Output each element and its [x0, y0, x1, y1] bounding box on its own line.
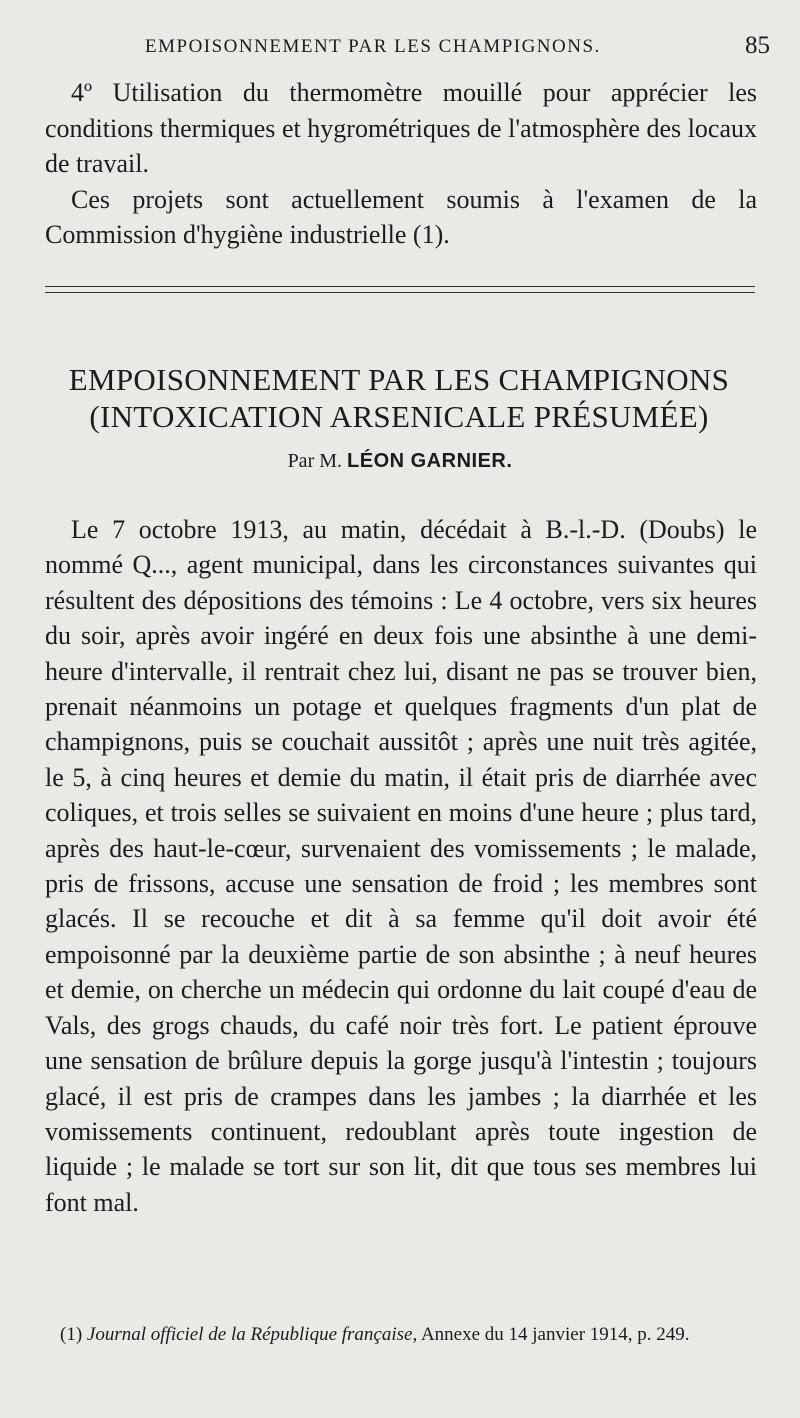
footnote	[60, 1322, 760, 1347]
article-byline	[0, 450, 800, 473]
footnote-marker: (1)	[60, 1324, 83, 1345]
article-title-line-1: EMPOISONNEMENT PAR LES CHAMPIGNONS	[68, 362, 730, 397]
article-body	[45, 512, 757, 1220]
intro-projects: Ces projets sont actuellement soumis à l'examen de la Commission d'hygiène industrielle (1).	[45, 184, 757, 249]
author-name: LÉON GARNIER.	[347, 450, 513, 472]
footnote-source: Journal officiel de la République française,	[86, 1324, 418, 1345]
section-rule-bottom	[45, 292, 755, 293]
section-rule-top	[45, 286, 755, 287]
article-title-line-2: (INTOXICATION ARSENICALE PRÉSUMÉE)	[89, 399, 709, 434]
footnote-rest: Annexe du 14 janvier 1914, p. 249.	[420, 1324, 690, 1345]
intro-item-4: 4º Utilisation du thermomètre mouillé pour apprécier les conditions thermiques et hygrométriques de l'atmosphère des locaux de travail.	[45, 78, 757, 178]
page-number: 85	[745, 32, 770, 59]
running-header	[40, 32, 770, 66]
body-paragraph: Le 7 octobre 1913, au matin, décédait à B.-l.-D. (Doubs) le nommé Q..., agent municipal, dans les circonstances suivantes qui résultent des dépositions des témoins : Le 4 octobre, vers six heures du soir, après avoir ingéré en deux fois une absinthe à une demi-heure d'intervalle, il rentrait chez lui, disant ne pas se trouver bien, prenait néanmoins un potage et quelques fragments d'un plat de champignons, puis se couchait aussitôt ; après une nuit très agitée, le 5, à cinq heures et demie du matin, il était pris de diarrhée avec coliques, et trois selles se suivaient en moins d'une heure ; plus tard, après des haut-le-cœur, survenaient des vomissements ; le malade, pris de frissons, accuse une sensation de froid ; les membres sont glacés. Il se recouche et dit à sa femme qu'il doit avoir été empoisonné par la deuxième partie de son absinthe ; à neuf heures et demie, on cherche un médecin qui ordonne du lait coupé d'eau de Vals, des grogs chauds, du café noir très fort. Le patient éprouve une sensation de brûlure depuis la gorge jusqu'à l'intestin ; toujours glacé, il est pris de crampes dans les jambes ; la diarrhée et les vomissements continuent, redoublant après toute ingestion de liquide ; le malade se tort sur son lit, dit que tous ses membres lui font mal.	[45, 515, 757, 1217]
byline-prefix: Par M.	[287, 450, 343, 472]
intro-text	[45, 75, 757, 253]
running-title: EMPOISONNEMENT PAR LES CHAMPIGNONS.	[145, 36, 601, 57]
